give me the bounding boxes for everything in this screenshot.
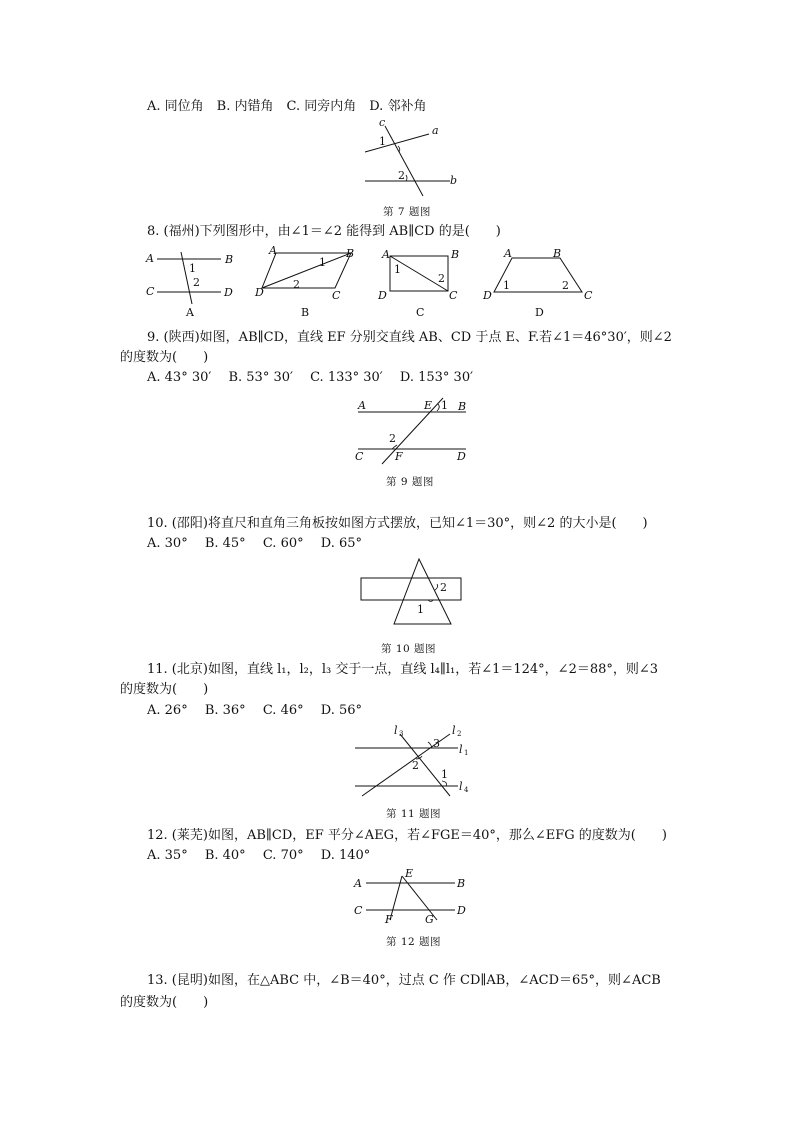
svg-text:A: A — [382, 248, 390, 261]
svg-text:B: B — [553, 247, 562, 260]
svg-text:F: F — [385, 913, 393, 926]
q12-caption: 第 12 题图 — [386, 936, 442, 948]
q9-options: A. 43° 30′ B. 53° 30′ C. 133° 30′ D. 153° 30′ — [147, 370, 474, 385]
q7-figure — [355, 116, 465, 198]
svg-text:1: 1 — [417, 603, 424, 616]
svg-text:2: 2 — [440, 581, 447, 594]
q8-option-A: A — [186, 306, 194, 319]
q11-options: A. 26° B. 36° C. 46° D. 56° — [147, 703, 363, 718]
q9-stem-line1: 9. (陕西)如图，AB∥CD，直线 EF 分别交直线 AB、CD 于点 E、F.若∠1＝46°30′，则∠2 — [147, 330, 672, 345]
svg-text:D: D — [224, 286, 233, 299]
svg-text:B: B — [346, 247, 355, 260]
svg-text:2: 2 — [438, 272, 445, 285]
svg-text:A: A — [354, 877, 362, 890]
q9-stem-line2: 的度数为( ) — [120, 350, 209, 365]
svg-text:E: E — [405, 867, 414, 880]
svg-text:2: 2 — [412, 759, 419, 772]
svg-text:A: A — [146, 252, 154, 265]
svg-text:l: l — [459, 743, 463, 756]
svg-text:2: 2 — [293, 278, 300, 291]
svg-text:3: 3 — [433, 737, 440, 750]
svg-text:C: C — [449, 289, 458, 302]
q12-figure — [350, 866, 475, 928]
svg-text:C: C — [355, 450, 364, 463]
q13-stem-line1: 13. (昆明)如图，在△ABC 中，∠B＝40°，过点 C 作 CD∥AB，∠ACD＝65°，则∠ACB — [147, 973, 661, 988]
svg-text:A: A — [358, 399, 366, 412]
svg-text:B: B — [451, 248, 460, 261]
svg-text:1: 1 — [441, 768, 448, 781]
q13-stem-line2: 的度数为( ) — [120, 995, 209, 1010]
svg-text:2: 2 — [457, 730, 462, 738]
q8-figure-B — [255, 244, 365, 320]
svg-text:B: B — [458, 400, 467, 413]
q8-figure-A — [145, 248, 235, 320]
q8-figure-C — [372, 248, 472, 320]
q8-stem: 8. (福州)下列图形中，由∠1＝∠2 能得到 AB∥CD 的是( ) — [147, 224, 501, 239]
q12-stem: 12. (莱芜)如图，AB∥CD，EF 平分∠AEG，若∠FGE＝40°，那么∠EFG 的度数为( ) — [147, 828, 667, 843]
svg-text:l: l — [452, 724, 456, 737]
angle-2: 2 — [398, 169, 405, 182]
svg-text:F: F — [395, 450, 403, 463]
angle-1: 1 — [379, 135, 386, 148]
q7-caption: 第 7 题图 — [383, 206, 431, 218]
svg-text:1: 1 — [394, 263, 401, 276]
q11-caption: 第 11 题图 — [386, 808, 442, 820]
label-a: a — [432, 124, 439, 137]
svg-text:2: 2 — [389, 432, 396, 445]
svg-text:1: 1 — [503, 279, 510, 292]
svg-text:2: 2 — [562, 279, 569, 292]
q8-figure-D — [482, 248, 597, 320]
q8-option-B: B — [301, 306, 310, 319]
svg-text:2: 2 — [193, 276, 200, 289]
svg-text:D: D — [483, 289, 492, 302]
q7-options: A. 同位角 B. 内错角 C. 同旁内角 D. 邻补角 — [147, 99, 427, 114]
svg-text:l: l — [459, 780, 463, 793]
q10-options: A. 30° B. 45° C. 60° D. 65° — [147, 536, 363, 551]
q9-caption: 第 9 题图 — [386, 476, 434, 488]
svg-text:4: 4 — [464, 786, 469, 794]
svg-text:D: D — [457, 904, 466, 917]
svg-text:D: D — [457, 450, 466, 463]
svg-text:1: 1 — [189, 262, 196, 275]
svg-text:B: B — [457, 877, 466, 890]
svg-text:l: l — [394, 724, 398, 737]
q9-figure — [352, 394, 477, 466]
svg-text:D: D — [378, 289, 387, 302]
svg-text:1: 1 — [441, 399, 448, 412]
label-c: c — [379, 116, 386, 129]
svg-text:A: A — [269, 244, 277, 257]
q10-stem: 10. (邵阳)将直尺和直角三角板按如图方式摆放，已知∠1＝30°，则∠2 的大小是( ) — [147, 516, 648, 531]
svg-text:C: C — [584, 289, 593, 302]
q11-stem-line1: 11. (北京)如图，直线 l₁，l₂，l₃ 交于一点，直线 l₄∥l₁，若∠1＝124°，∠2＝88°，则∠3 — [147, 662, 659, 677]
svg-text:1: 1 — [319, 256, 326, 269]
svg-text:E: E — [424, 399, 433, 412]
q11-stem-line2: 的度数为( ) — [120, 682, 209, 697]
q10-caption: 第 10 题图 — [381, 643, 437, 655]
q8-option-D: D — [535, 306, 544, 319]
svg-text:C: C — [146, 285, 155, 298]
svg-text:A: A — [504, 247, 512, 260]
svg-text:3: 3 — [399, 730, 404, 738]
svg-text:C: C — [332, 289, 341, 302]
q8-option-C: C — [416, 306, 425, 319]
q10-figure — [355, 556, 470, 634]
label-b: b — [450, 174, 458, 187]
svg-text:D: D — [255, 286, 264, 299]
q11-figure — [350, 722, 480, 800]
svg-text:1: 1 — [464, 749, 469, 757]
svg-text:G: G — [425, 913, 434, 926]
svg-text:C: C — [354, 904, 363, 917]
q12-options: A. 35° B. 40° C. 70° D. 140° — [147, 848, 371, 863]
svg-text:B: B — [225, 253, 234, 266]
